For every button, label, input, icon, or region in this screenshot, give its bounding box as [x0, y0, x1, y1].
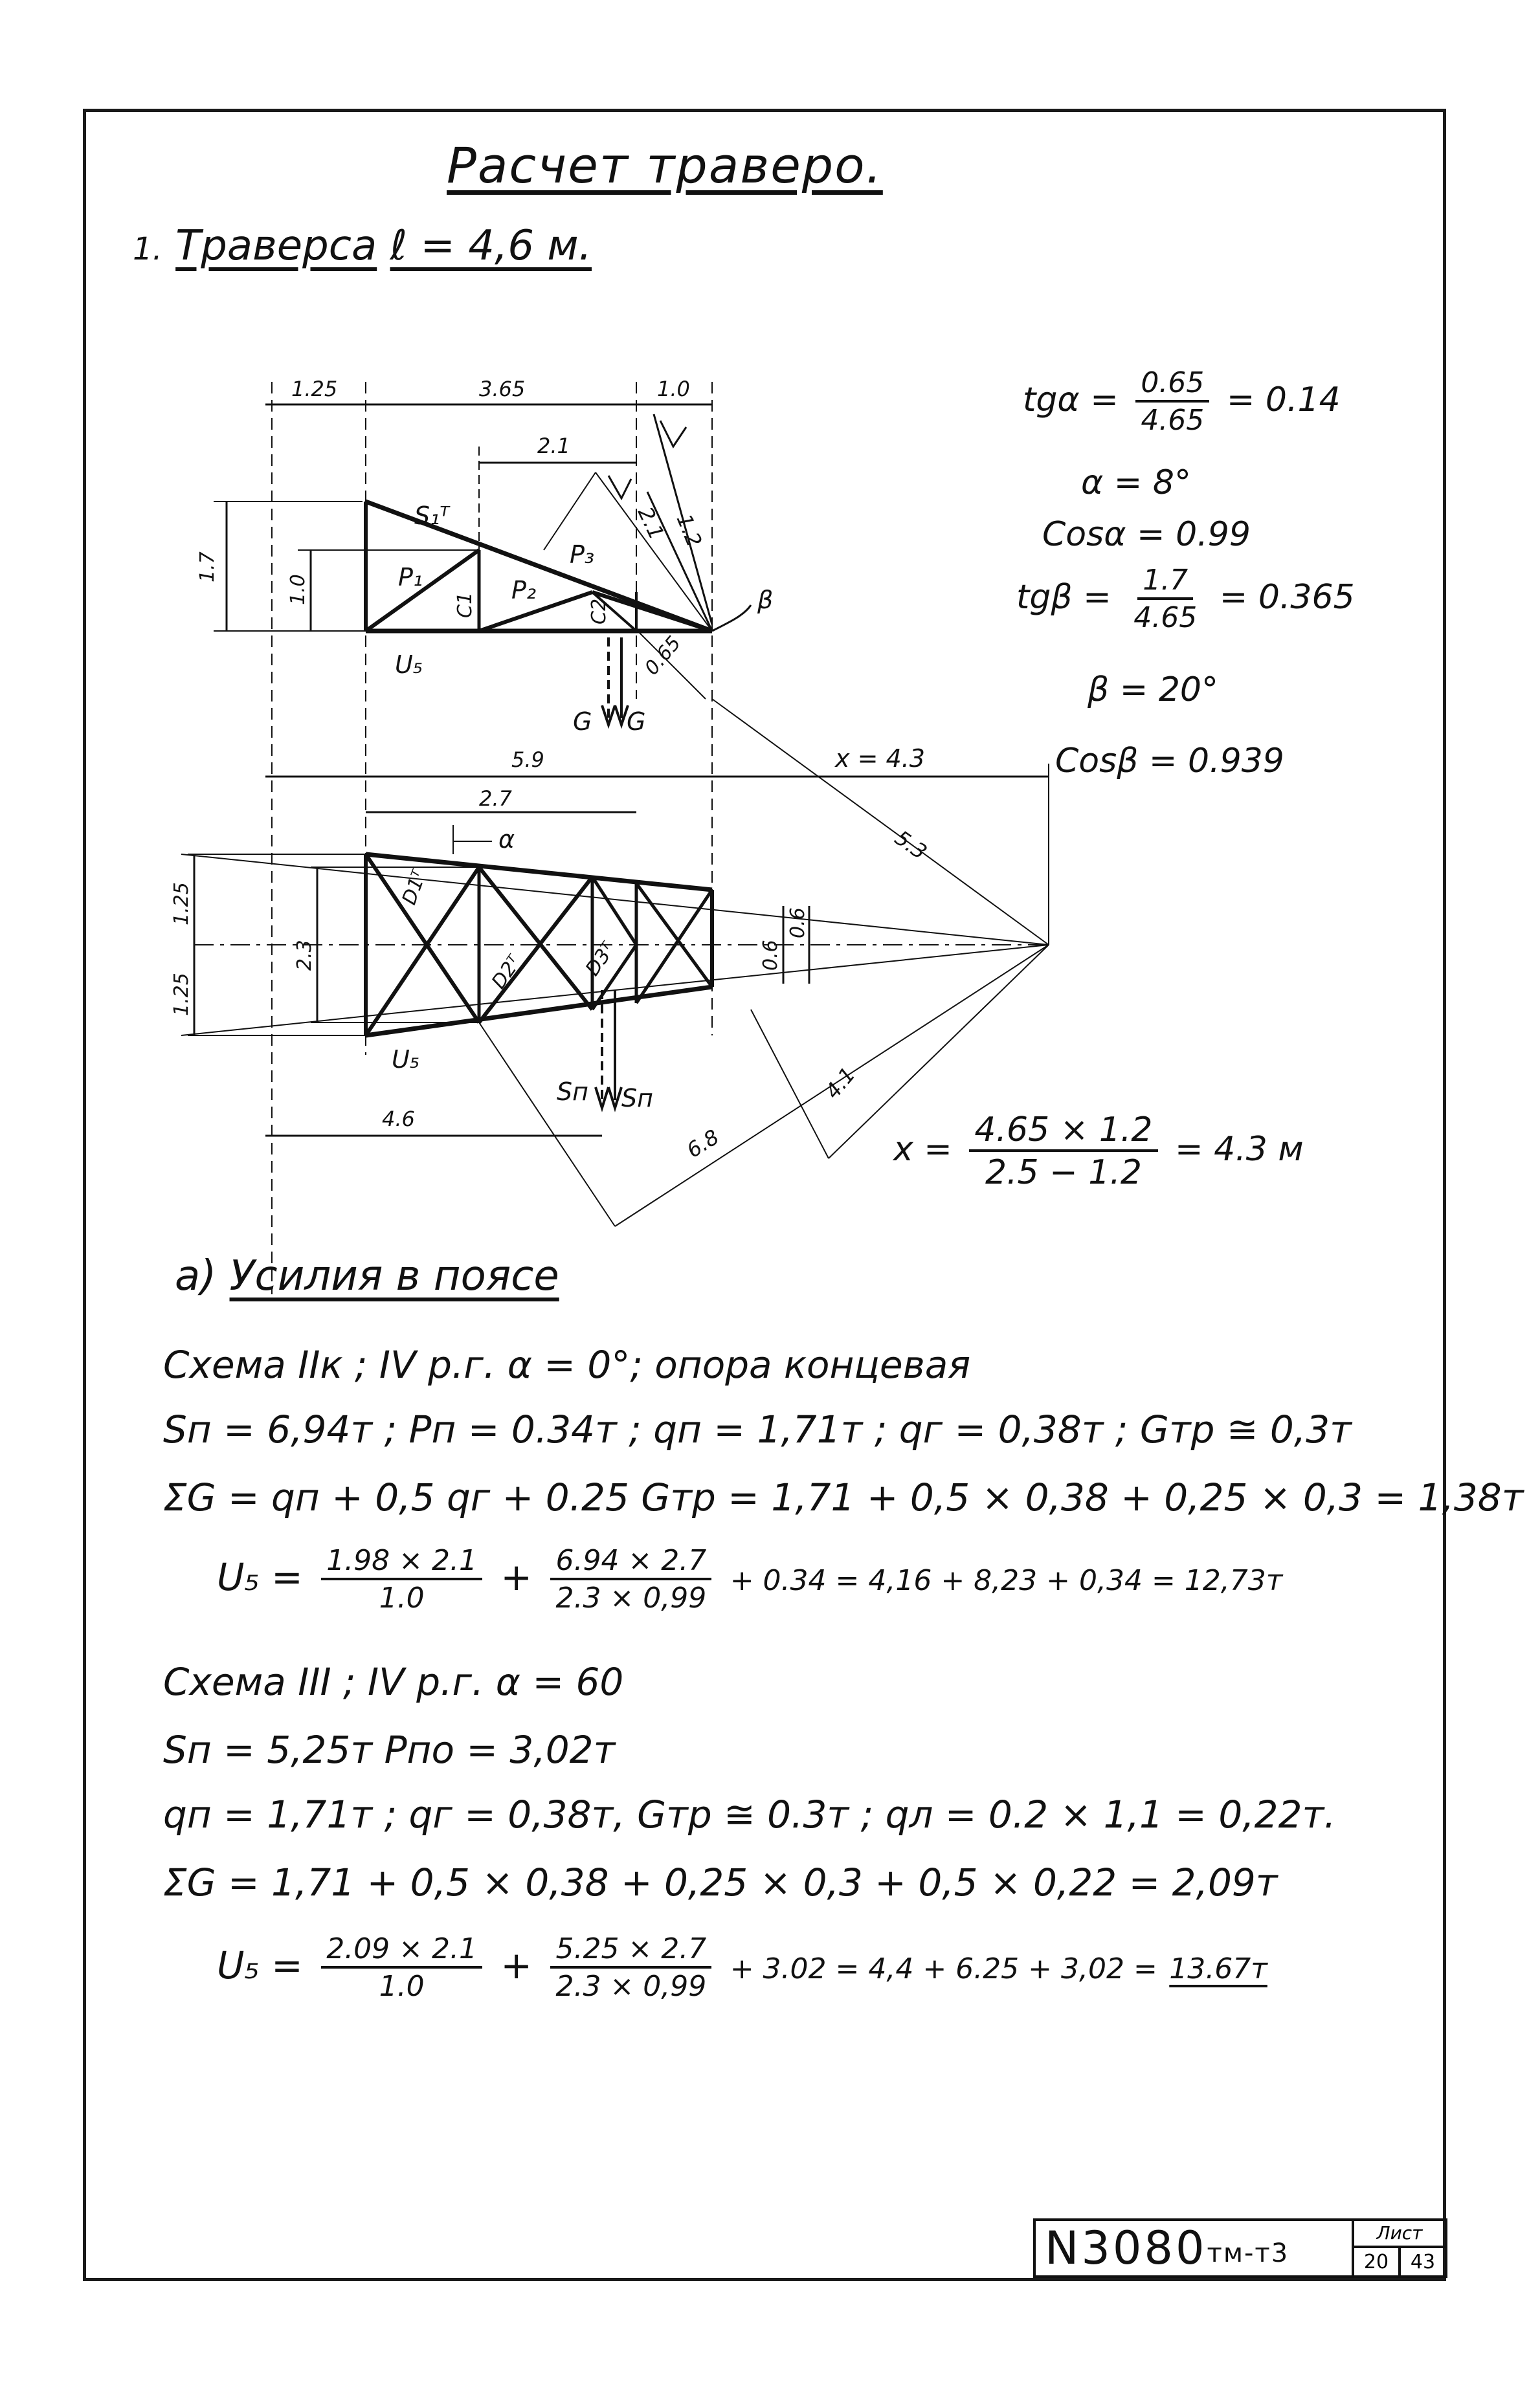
tg-alpha-left: tgα = [1023, 381, 1119, 419]
dim-2-1-skew: 2.1 [632, 503, 669, 544]
label-d3: D3ᵀ [581, 938, 620, 980]
tg-beta-left: tgβ = [1016, 578, 1111, 617]
u5-first-f1-num: 1.98 × 2.1 [321, 1547, 482, 1580]
section-1-label: Траверса [175, 222, 377, 270]
u5-first-f1-den: 1.0 [379, 1582, 425, 1615]
label-alpha: α [498, 825, 515, 854]
calc-line-loads-1: Sп = 6,94т ; Pп = 0.34т ; qп = 1,71т ; qг = 0,38т ; Gтр ≅ 0,3т [163, 1408, 1352, 1452]
dim-2-7: 2.7 [479, 786, 512, 811]
section-a-label: а) [175, 1252, 217, 1300]
label-d2: D2ᵀ [487, 951, 526, 993]
label-p2: P₂ [511, 576, 537, 604]
dim-1-0-top: 1.0 [657, 377, 690, 401]
u5-second-result: + 3.02 = 4,4 + 6.25 + 3,02 = [730, 1952, 1157, 1986]
dim-2-3: 2.3 [293, 940, 316, 971]
calc-line-scheme-3: Схема III ; IV р.г. α = 60 [163, 1660, 624, 1704]
sheet-number: 20 [1363, 2250, 1389, 2273]
dim-3-65: 3.65 [479, 377, 526, 401]
x-result: = 4.3 м [1175, 1130, 1304, 1169]
dim-0-6-left: 0.6 [759, 940, 782, 971]
tg-beta-result: = 0.365 [1219, 578, 1355, 617]
label-u5-elevation: U₅ [395, 650, 423, 679]
u5-second-left: U₅ = [217, 1943, 303, 1988]
tg-beta-denominator: 4.65 [1133, 601, 1198, 634]
u5-second-f1-num: 2.09 × 2.1 [321, 1935, 482, 1969]
label-d1: D1ᵀ [397, 867, 431, 908]
label-beta: β [757, 586, 774, 614]
beta-value: β = 20° [1088, 670, 1218, 709]
dim-6-8: 6.8 [682, 1124, 724, 1163]
calc-line-sum-g-2: ΣG = 1,71 + 0,5 × 0,38 + 0,25 × 0,3 + 0,5 × 0,22 = 2,09т [163, 1861, 1278, 1905]
tg-alpha-denominator: 4.65 [1141, 404, 1205, 437]
calc-line-loads-2: Sп = 5,25т Pпо = 3,02т [163, 1728, 616, 1772]
dim-1-25-plan-top: 1.25 [170, 882, 193, 925]
section-1-length: ℓ = 4,6 м. [390, 222, 592, 270]
u5-first-plus: + [500, 1555, 533, 1600]
tg-alpha-formula [1023, 366, 1341, 437]
cos-beta: Cosβ = 0.939 [1055, 742, 1284, 780]
dim-0-65: 0.65 [640, 632, 686, 680]
section-a-title: Усилия в поясе [229, 1252, 559, 1300]
dim-4-1: 4.1 [820, 1062, 860, 1104]
u5-second-f2-den: 2.3 × 0,99 [555, 1970, 707, 2003]
label-s1: S₁ᵀ [414, 502, 449, 530]
drawing-code [1036, 2221, 1354, 2275]
page-title: Расчет траверо. [447, 137, 883, 194]
u5-second-f2-num: 5.25 × 2.7 [550, 1935, 711, 1969]
x-left: x = [893, 1130, 952, 1169]
label-p1: P₁ [398, 563, 423, 591]
label-u5-plan: U₅ [392, 1045, 420, 1074]
sheet-box [1354, 2221, 1445, 2275]
sheet-label: Лист [1354, 2221, 1445, 2248]
dim-5-9: 5.9 [511, 747, 544, 772]
tg-beta-formula [1016, 566, 1355, 632]
label-g-right: G [627, 707, 646, 736]
x-formula [893, 1110, 1304, 1192]
u5-first-result: + 0.34 = 4,16 + 8,23 + 0,34 = 12,73т [730, 1564, 1283, 1598]
u5-first-left: U₅ = [217, 1555, 303, 1600]
drawing-suffix: тм-т3 [1207, 2238, 1289, 2268]
calc-line-sum-g-1: ΣG = qп + 0,5 qг + 0.25 Gтр = 1,71 + 0,5 × 0,38 + 0,25 × 0,3 = 1,38т [163, 1475, 1524, 1519]
drawing-number: N3080 [1045, 2222, 1207, 2275]
calc-line-scheme-2k: Схема IIк ; IV р.г. α = 0°; опора концевая [163, 1343, 971, 1387]
label-g-left: G [573, 707, 592, 736]
label-c1: C1 [454, 591, 476, 618]
u5-first-f2-den: 2.3 × 0,99 [555, 1582, 707, 1615]
calc-line-loads-3: qп = 1,71т ; qг = 0,38т, Gтр ≅ 0.3т ; qл = 0.2 × 1,1 = 0,22т. [163, 1793, 1336, 1837]
dim-0-6-right: 0.6 [787, 907, 809, 938]
u5-second-final: 13.67т [1169, 1952, 1267, 1986]
tg-alpha-numerator: 0.65 [1135, 369, 1209, 403]
x-denominator: 2.5 − 1.2 [985, 1153, 1142, 1192]
tg-beta-numerator: 1.7 [1137, 566, 1193, 600]
dim-4-6: 4.6 [382, 1107, 415, 1131]
u5-second-f1-den: 1.0 [379, 1970, 425, 2003]
dim-1-0-vertical: 1.0 [287, 574, 309, 605]
label-sn-left: Sп [557, 1077, 588, 1106]
dim-1-25-plan-bottom: 1.25 [170, 973, 193, 1016]
tg-alpha-result: = 0.14 [1226, 381, 1341, 419]
alpha-value: α = 8° [1081, 463, 1191, 502]
cos-alpha: Cosα = 0.99 [1042, 515, 1251, 554]
x-numerator: 4.65 × 1.2 [969, 1113, 1157, 1152]
dim-5-3: 5.3 [890, 825, 932, 865]
u5-first-f2-num: 6.94 × 2.7 [550, 1547, 711, 1580]
dim-x-4-3: x = 4.3 [835, 744, 925, 773]
dim-1-25-top: 1.25 [291, 377, 338, 401]
label-sn-right: Sп [621, 1084, 653, 1112]
label-p3: P₃ [570, 540, 595, 569]
dim-1-7: 1.7 [196, 551, 219, 582]
section-1-number: 1. [133, 231, 162, 267]
u5-second-plus: + [500, 1943, 533, 1988]
section-a-heading [175, 1252, 559, 1300]
sheet-total: 43 [1398, 2248, 1445, 2275]
title-block-stamp [1033, 2218, 1447, 2278]
calc-u5-first [217, 1544, 1283, 1615]
dim-1-2-skew: 1.2 [671, 510, 707, 551]
dim-2-1: 2.1 [537, 434, 570, 458]
label-c2: C2 [588, 598, 610, 624]
calc-u5-second [217, 1932, 1267, 2003]
